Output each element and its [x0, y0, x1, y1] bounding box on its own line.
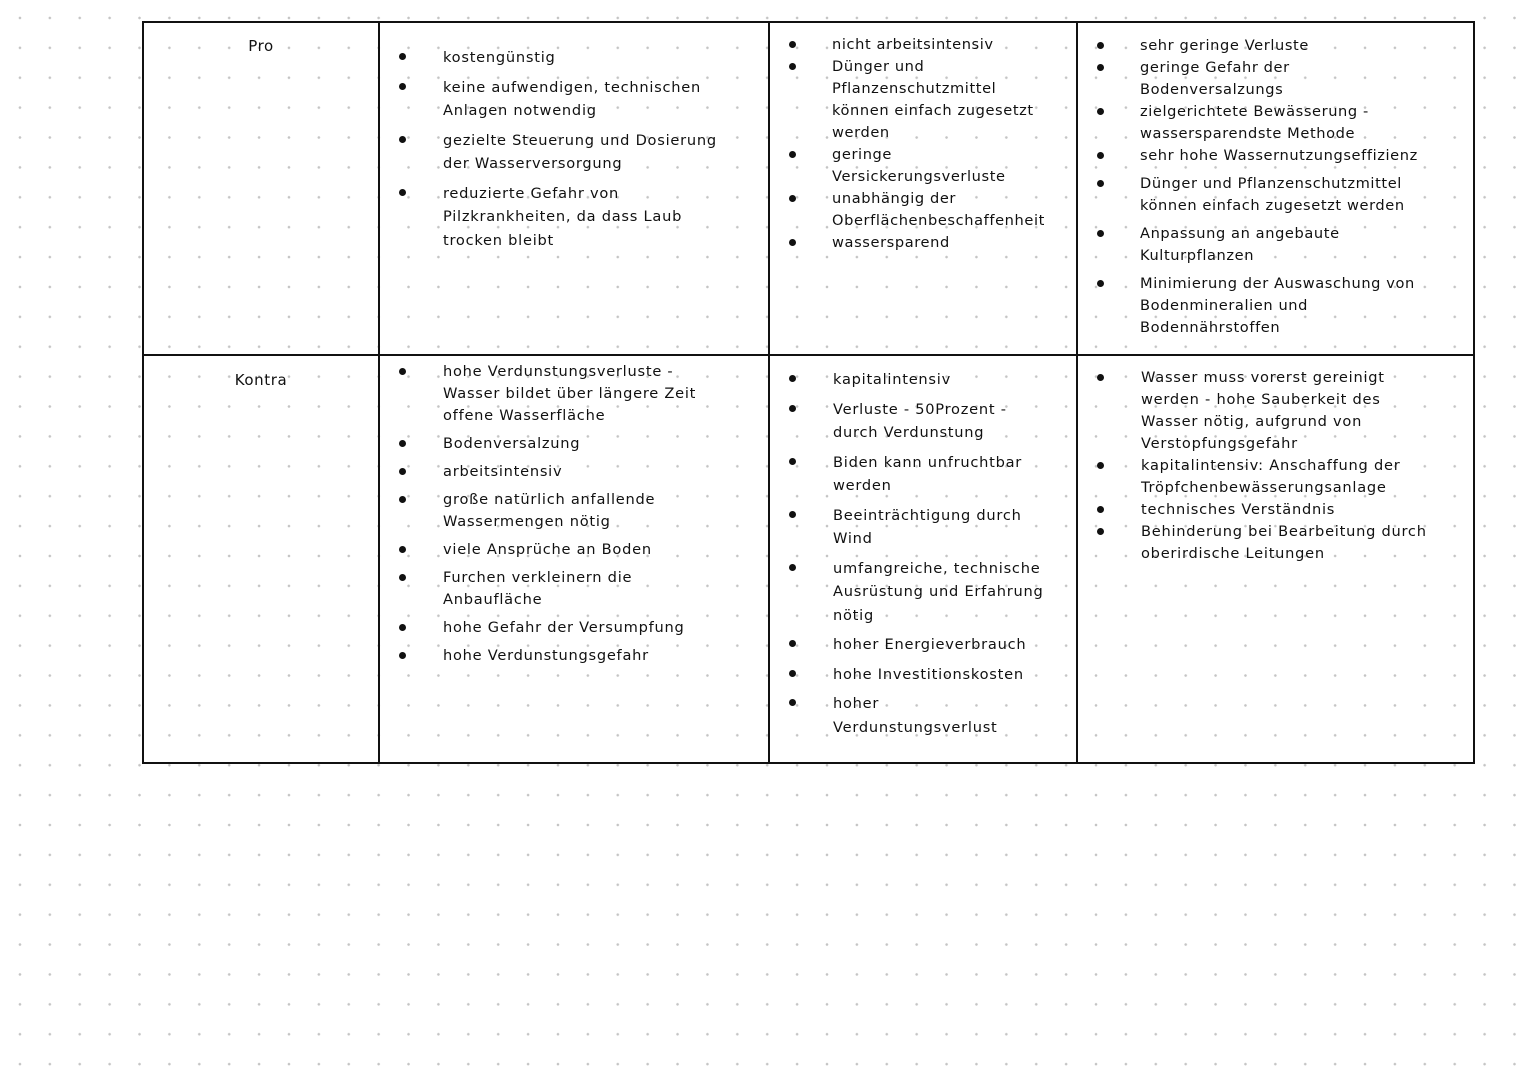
- row-label-kontra: Kontra: [234, 371, 288, 389]
- bullet-item: Behinderung bei Bearbeitung durch oberirdische Leitungen: [1078, 521, 1427, 565]
- bullet-item: unabhängig der Oberflächenbeschaffenheit: [770, 188, 1045, 232]
- bullet-item: hohe Investitionskosten: [770, 663, 1044, 687]
- bullet-item: zielgerichtete Bewässerung - wassersparendste Methode: [1078, 101, 1418, 145]
- bullet-item: keine aufwendigen, technischen Anlagen notwendig: [380, 76, 717, 123]
- bullet-item: große natürlich anfallende Wassermengen nötig: [380, 489, 696, 533]
- bullet-item: wassersparend: [770, 232, 1045, 254]
- bullet-item: nicht arbeitsintensiv: [770, 34, 1045, 56]
- bullet-item: reduzierte Gefahr von Pilzkrankheiten, da dass Laub trocken bleibt: [380, 182, 717, 253]
- bullet-item: hohe Gefahr der Versumpfung: [380, 617, 696, 639]
- comparison-table: [142, 21, 1475, 764]
- bullet-item: Furchen verkleinern die Anbaufläche: [380, 567, 696, 611]
- bullet-item: Biden kann unfruchtbar werden: [770, 451, 1044, 498]
- pro-cell-2: [770, 34, 1045, 254]
- row-label-pro: Pro: [248, 37, 274, 55]
- bullet-item: technisches Verständnis: [1078, 499, 1427, 521]
- bullet-item: Anpassung an angebaute Kulturpflanzen: [1078, 223, 1418, 267]
- bullet-item: Wasser muss vorerst gereinigt werden - hohe Sauberkeit des Wasser nötig, aufgrund von Verstopfungsgefahr: [1078, 367, 1427, 455]
- bullet-item: kapitalintensiv: Anschaffung der Tröpfchenbewässerungsanlage: [1078, 455, 1427, 499]
- pro-cell-3: [1078, 35, 1418, 339]
- bullet-item: kapitalintensiv: [770, 368, 1044, 392]
- bullet-item: gezielte Steuerung und Dosierung der Wasserversorgung: [380, 129, 717, 176]
- bullet-item: arbeitsintensiv: [380, 461, 696, 483]
- bullet-item: geringe Gefahr der Bodenversalzungs: [1078, 57, 1418, 101]
- bullet-item: Minimierung der Auswaschung von Bodenmineralien und Bodennährstoffen: [1078, 273, 1418, 339]
- kontra-cell-1: [380, 361, 696, 667]
- bullet-item: sehr geringe Verluste: [1078, 35, 1418, 57]
- bullet-item: hoher Verdunstungsverlust: [770, 692, 1044, 739]
- bullet-item: kostengünstig: [380, 46, 717, 70]
- row-divider: [144, 354, 1473, 356]
- bullet-item: Verluste - 50Prozent - durch Verdunstung: [770, 398, 1044, 445]
- bullet-item: geringe Versickerungsverluste: [770, 144, 1045, 188]
- bullet-item: viele Ansprüche an Boden: [380, 539, 696, 561]
- bullet-item: sehr hohe Wassernutzungseffizienz: [1078, 145, 1418, 167]
- bullet-item: Dünger und Pflanzenschutzmittel können einfach zugesetzt werden: [1078, 173, 1418, 217]
- bullet-item: Bodenversalzung: [380, 433, 696, 455]
- kontra-cell-2: [770, 368, 1044, 745]
- bullet-item: hoher Energieverbrauch: [770, 633, 1044, 657]
- kontra-cell-3: [1078, 367, 1427, 565]
- bullet-item: Beeinträchtigung durch Wind: [770, 504, 1044, 551]
- bullet-item: hohe Verdunstungsverluste - Wasser bildet über längere Zeit offene Wasserfläche: [380, 361, 696, 427]
- bullet-item: hohe Verdunstungsgefahr: [380, 645, 696, 667]
- bullet-item: Dünger und Pflanzenschutzmittel können einfach zugesetzt werden: [770, 56, 1045, 144]
- pro-cell-1: [380, 46, 717, 258]
- bullet-item: umfangreiche, technische Ausrüstung und Erfahrung nötig: [770, 557, 1044, 628]
